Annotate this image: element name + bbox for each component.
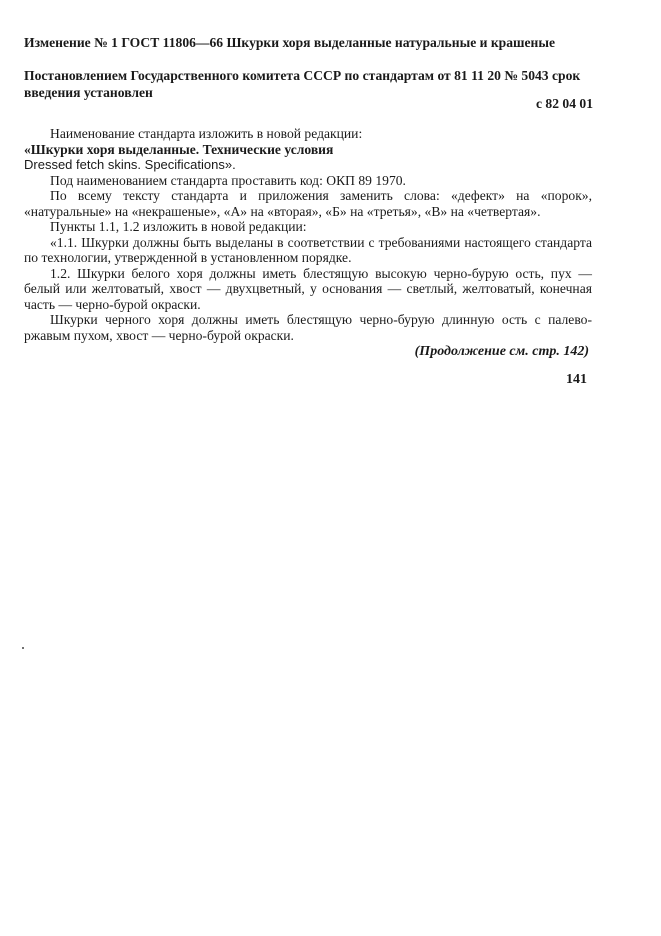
new-title-en: Dressed fetch skins. Specifications». xyxy=(24,157,236,172)
paragraph-title-change: Наименование стандарта изложить в новой редакции: xyxy=(50,126,363,141)
decree-line: Постановлением Государственного комитета СССР по стандартам от 81 11 20 № 5043 срок введения установлен xyxy=(24,68,581,100)
clause-black-ferret: Шкурки черного хоря должны иметь блестящую черно-бурую длинную ость с палево-ржавым пухом, хвост — черно-бурой окраски. xyxy=(24,312,592,343)
continuation-note: (Продолжение см. стр. 142) xyxy=(414,344,589,359)
scan-speck xyxy=(22,647,24,649)
amendment-body xyxy=(24,126,592,343)
clause-1-1: «1.1. Шкурки должны быть выделаны в соответствии с требованиями настоящего стандарта по технологии, утвержденной в установленном порядке. xyxy=(24,234,592,265)
amendment-title: Изменение № 1 ГОСТ 11806—66 Шкурки хоря выделанные натуральные и крашеные xyxy=(24,35,556,50)
new-title-ru: «Шкурки хоря выделанные. Технические условия xyxy=(24,141,334,157)
paragraph-okp-code: Под наименованием стандарта проставить код: ОКП 89 1970. xyxy=(50,172,406,188)
paragraph-clauses-intro: Пункты 1.1, 1.2 изложить в новой редакции: xyxy=(50,219,307,234)
clause-1-2: 1.2. Шкурки белого хоря должны иметь блестящую высокую черно-бурую ость, пух — белый или желтоватый, хвост — двухцветный, у основания — светлый, желтоватый, конечная часть — черно-бурой окраски. xyxy=(24,265,592,312)
effective-date: с 82 04 01 xyxy=(535,96,593,111)
page-number: 141 xyxy=(566,372,587,387)
paragraph-word-replacement: По всему тексту стандарта и приложения заменить слова: «дефект» на «порок», «натуральные» на «некрашеные», «А» на «вторая», «Б» на «третья», «В» на «четвертая». xyxy=(24,188,592,219)
